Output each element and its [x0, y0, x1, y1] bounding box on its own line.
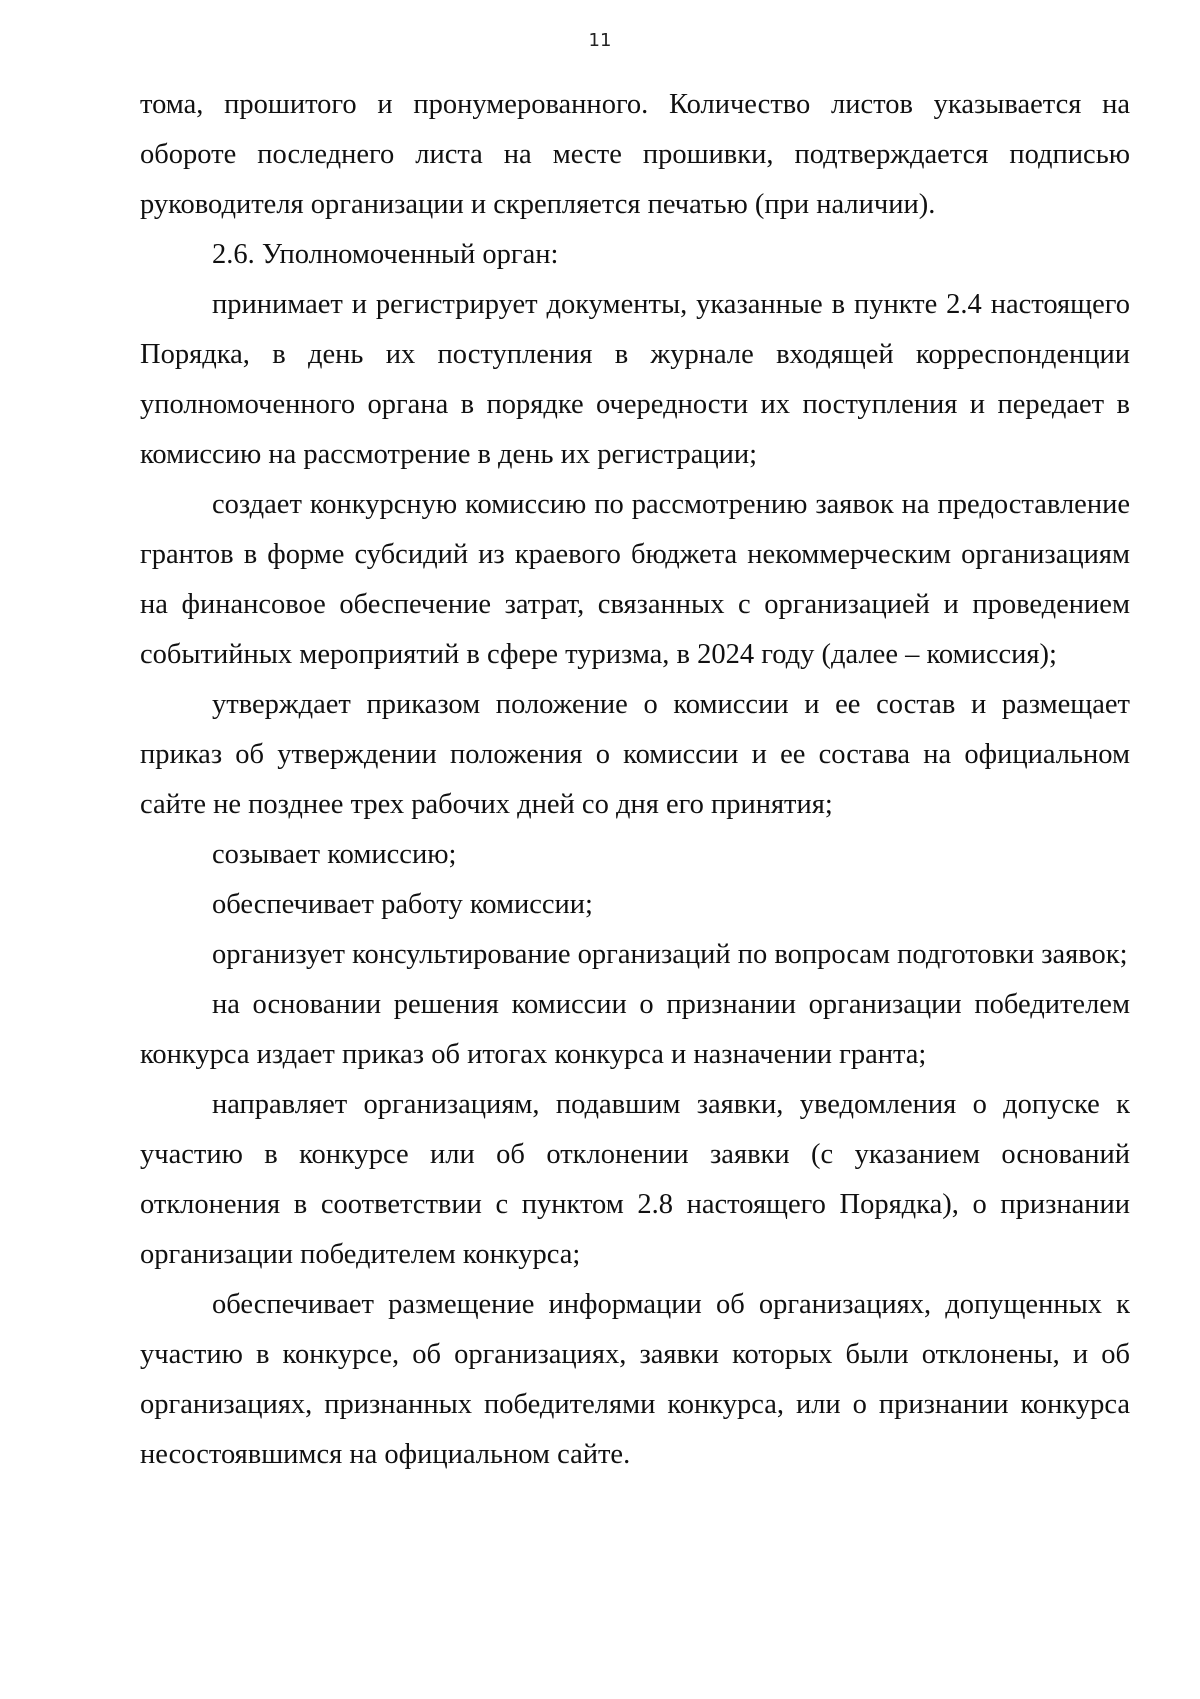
- paragraph-issues-order: на основании решения комиссии о признании организации победителем конкурса издает приказ об итогах конкурса и назначении гранта;: [140, 989, 1130, 1070]
- paragraph-creates-commission: создает конкурсную комиссию по рассмотрению заявок на предоставление грантов в форме субсидий из краевого бюджета некоммерческим организациям на финансовое обеспечение затрат, связанных с организацией и проведением событийных мероприятий в сфере туризма, в 2024 году (далее – комиссия);: [140, 489, 1130, 670]
- paragraph-convenes-commission: созывает комиссию;: [212, 839, 457, 870]
- section-heading-2-6: 2.6. Уполномоченный орган:: [212, 239, 559, 270]
- paragraph-approves-order: утверждает приказом положение о комиссии и ее состав и размещает приказ об утверждении положения о комиссии и ее состава на официальном сайте не позднее трех рабочих дней со дня его принятия;: [140, 689, 1130, 820]
- paragraph-ensures-work: обеспечивает работу комиссии;: [212, 889, 593, 920]
- paragraph-sends-notifications: направляет организациям, подавшим заявки, уведомления о допуске к участию в конкурсе или об отклонении заявки (с указанием оснований отклонения в соответствии с пунктом 2.8 настоящего Порядка), о признании организации победителем конкурса;: [140, 1089, 1130, 1270]
- document-body: [140, 80, 1130, 1480]
- page-number: 11: [588, 30, 612, 51]
- paragraph-continuation: тома, прошитого и пронумерованного. Количество листов указывается на обороте последнего листа на месте прошивки, подтверждается подписью руководителя организации и скрепляется печатью (при наличии).: [140, 89, 1130, 220]
- paragraph-publishes-information: обеспечивает размещение информации об организациях, допущенных к участию в конкурсе, об организациях, заявки которых были отклонены, и об организациях, признанных победителями конкурса, или о признании конкурса несостоявшимся на официальном сайте.: [140, 1289, 1130, 1470]
- paragraph-registers-documents: принимает и регистрирует документы, указанные в пункте 2.4 настоящего Порядка, в день их поступления в журнале входящей корреспонденции уполномоченного органа в порядке очередности их поступления и передает в комиссию на рассмотрение в день их регистрации;: [140, 289, 1130, 470]
- paragraph-organizes-consulting: организует консультирование организаций по вопросам подготовки заявок;: [212, 939, 1128, 970]
